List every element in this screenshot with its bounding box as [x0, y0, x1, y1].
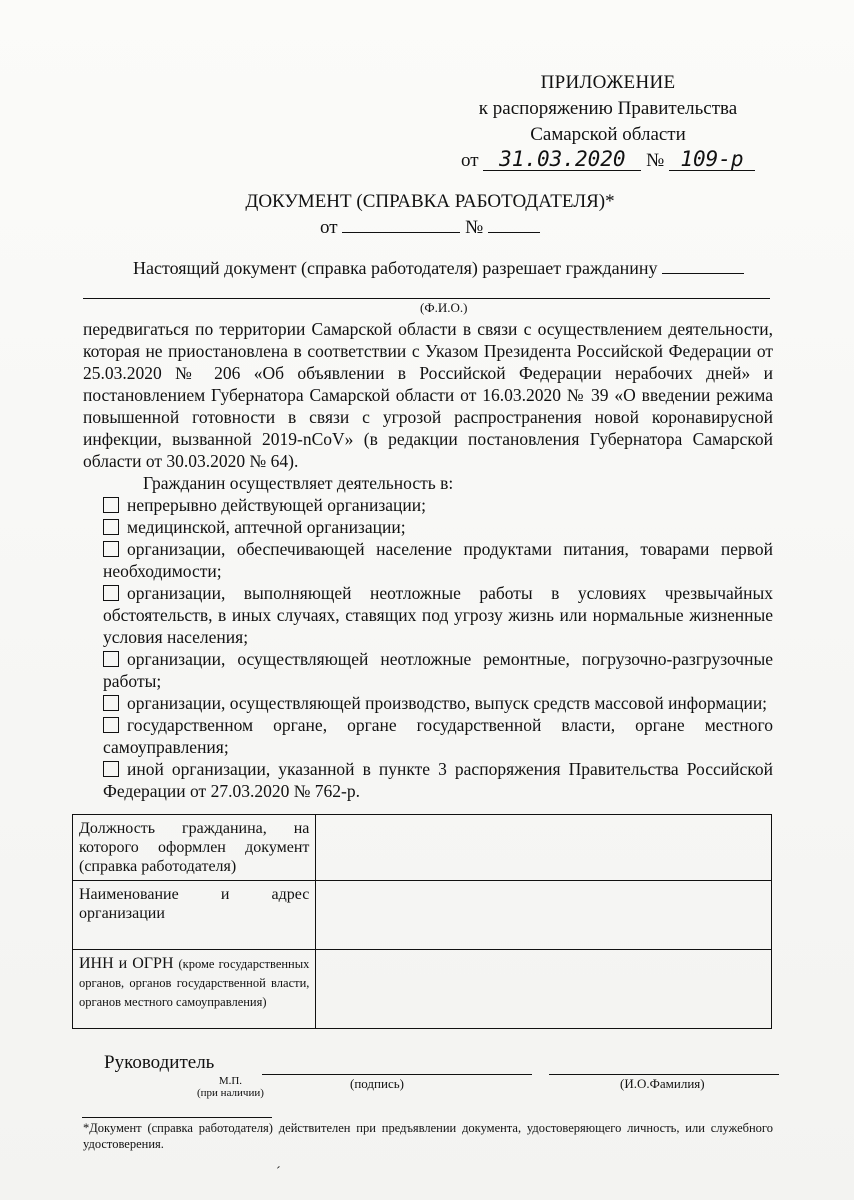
document-title: ДОКУМЕНТ (СПРАВКА РАБОТОДАТЕЛЯ)*: [245, 191, 615, 212]
intro-text: Настоящий документ (справка работодателя) разрешает гражданину: [133, 258, 658, 278]
name-line[interactable]: [549, 1074, 779, 1075]
stamp-label: М.П.: [218, 1075, 243, 1087]
option-government[interactable]: государственном органе, органе государственной власти, органе местного самоуправления;: [103, 715, 773, 757]
option-media[interactable]: организации, осуществляющей производство, выпуск средств массовой информации;: [83, 692, 773, 714]
option-continuous[interactable]: непрерывно действующей организации;: [83, 494, 773, 516]
signature-line[interactable]: [262, 1074, 532, 1075]
appendix-line-1: к распоряжению Правительства: [478, 98, 738, 119]
organization-label: Наименование и адрес организации: [73, 881, 316, 950]
option-other[interactable]: иной организации, указанной в пункте 3 распоряжения Правительства Российской Федерации от 27.03.2020 № 762-р.: [103, 759, 773, 801]
checkbox[interactable]: [103, 695, 119, 711]
option-medical[interactable]: медицинской, аптечной организации;: [83, 516, 773, 538]
footnote: *Документ (справка работодателя) действителен при предъявлении документа, удостоверяющего личность, или служебного удостоверения.: [83, 1121, 773, 1151]
inn-ogrn-value-cell[interactable]: [316, 950, 772, 1029]
table-row: [73, 881, 772, 950]
document-number-blank[interactable]: [488, 214, 540, 233]
option-repair[interactable]: организации, осуществляющей неотложные ремонтные, погрузочно-разгрузочные работы;: [103, 649, 773, 691]
checkbox[interactable]: [103, 651, 119, 667]
appendix-date: 31.03.2020: [483, 148, 641, 171]
position-value-cell[interactable]: [316, 815, 772, 881]
inn-ogrn-label: [73, 950, 316, 1029]
appendix-number: 109-р: [669, 148, 755, 171]
appendix-header: [458, 70, 758, 174]
document-from-label: от: [320, 217, 338, 238]
organization-value-cell[interactable]: [316, 881, 772, 950]
document-number-label: №: [465, 217, 484, 238]
table-row: [73, 815, 772, 881]
option-food[interactable]: организации, обеспечивающей население продуктами питания, товарами первой необходимости;: [103, 539, 773, 581]
signature-title: Руководитель: [104, 1052, 215, 1073]
appendix-date-number: [458, 148, 758, 174]
checkbox[interactable]: [103, 497, 119, 513]
appendix-number-label: №: [646, 150, 665, 171]
appendix-title: ПРИЛОЖЕНИЕ: [540, 72, 676, 93]
name-caption: (И.О.Фамилия): [620, 1076, 705, 1091]
stamp-note: (при наличии): [197, 1087, 264, 1099]
document-date-blank[interactable]: [342, 214, 460, 233]
fio-line[interactable]: [83, 298, 770, 299]
inn-ogrn-title: ИНН и ОГРН: [79, 955, 174, 972]
appendix-from-label: от: [461, 150, 479, 171]
fio-caption: (Ф.И.О.): [420, 300, 468, 315]
document-title-block: [200, 190, 660, 240]
main-paragraph: передвигаться по территории Самарской области в связи с осуществлением деятельности, которая не приостановлена в соответствии с Указом Президента Российской Федерации от 25.03.2020 № 206 «Об объявлении в Российской Федерации нерабочих дней» и постановлением Губернатора Самарской области от 16.03.2020 № 39 «О введении режима повышенной готовности в связи с угрозой распространения новой коронавирусной инфекции, вызванной 2019-nCoV» (в редакции постановления Губернатора Самарской области от 30.03.2020 № 64).: [83, 319, 773, 471]
checkbox[interactable]: [103, 519, 119, 535]
stamp-place: [197, 1075, 264, 1099]
document-body: [83, 318, 773, 802]
stray-mark: ˊ: [276, 1165, 281, 1180]
position-label: Должность гражданина, на которого оформлен документ (справка работодателя): [73, 815, 316, 881]
signature-caption: (подпись): [350, 1076, 404, 1091]
checkbox[interactable]: [103, 761, 119, 777]
document-date-number: [200, 214, 660, 240]
checkbox[interactable]: [103, 541, 119, 557]
inn-ogrn-note: (кроме государственных органов, органов государственной власти, органов местного самоуправления): [79, 957, 310, 1009]
employee-info-table: [72, 814, 772, 1029]
citizen-name-blank[interactable]: [662, 255, 744, 274]
intro-line: [133, 255, 744, 279]
checkbox[interactable]: [103, 585, 119, 601]
table-row: [73, 950, 772, 1029]
appendix-line-2: Самарской области: [530, 124, 686, 145]
option-emergency[interactable]: организации, выполняющей неотложные работы в условиях чрезвычайных обстоятельств, в иных случаях, ставящих под угрозу жизнь или нормальные жизненные условия населения;: [103, 583, 773, 647]
footnote-divider: [82, 1117, 272, 1118]
activity-intro: Гражданин осуществляет деятельность в:: [143, 473, 454, 493]
checkbox[interactable]: [103, 717, 119, 733]
